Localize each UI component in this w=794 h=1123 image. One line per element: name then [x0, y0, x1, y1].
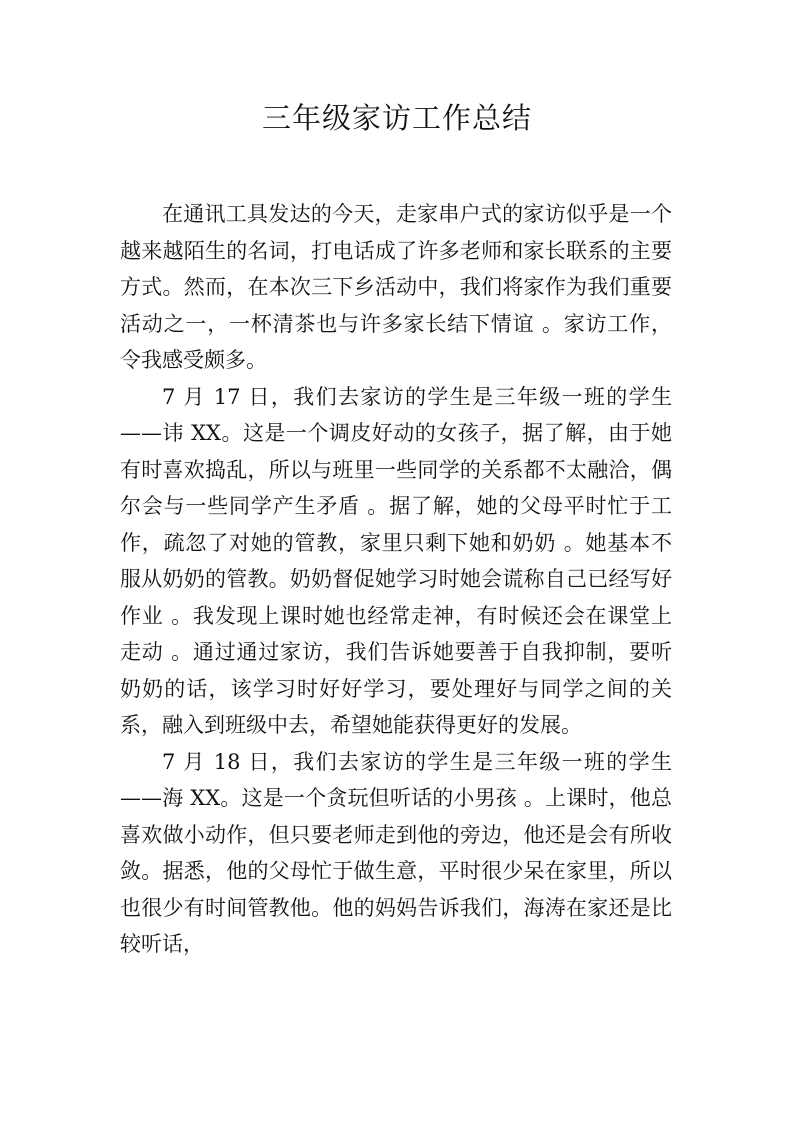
- paragraph-visit-july-17: 7 月 17 日，我们去家访的学生是三年级一班的学生 ——讳 XX。这是一个调皮好动的女孩子，据了解，由于她有时喜欢捣乱，所以与班里一些同学的关系都不太融洽，偶尔会与一些同学产生矛盾 。据了解，她的父母平时忙于工作，疏忽了对她的管教，家里只剩下她和奶奶 。她基本不服从奶奶的管教。奶奶督促她学习时她会谎称自己已经写好作业 。我发现上课时她也经常走神，有时候还会在课堂上走动 。通过通过家访，我们告诉她要善于自我抑制，要听奶奶的话，该学习时好好学习，要处理好与同学之间的关系，融入到班级中去，希望她能获得更好的发展。: [120, 384, 672, 737]
- paragraph-intro: 在通讯工具发达的今天，走家串户式的家访似乎是一个越来越陌生的名词，打电话成了许多老师和家长联系的主要方式。然而，在本次三下乡活动中，我们将家作为我们重要活动之一，一杯清茶也与许多家长结下情谊 。家访工作，令我感受颇多。: [120, 202, 672, 372]
- paragraph-visit-july-18: 7 月 18 日，我们去家访的学生是三年级一班的学生 ——海 XX。这是一个贪玩但听话的小男孩 。上课时，他总喜欢做小动作，但只要老师走到他的旁边，他还是会有所收敛。据悉，他的父母忙于做生意，平时很少呆在家里，所以也很少有时间管教他。他的妈妈告诉我们，海涛在家还是比较听话，: [120, 749, 672, 956]
- document-body: [120, 196, 672, 963]
- document-title: 三年级家访工作总结: [261, 101, 532, 135]
